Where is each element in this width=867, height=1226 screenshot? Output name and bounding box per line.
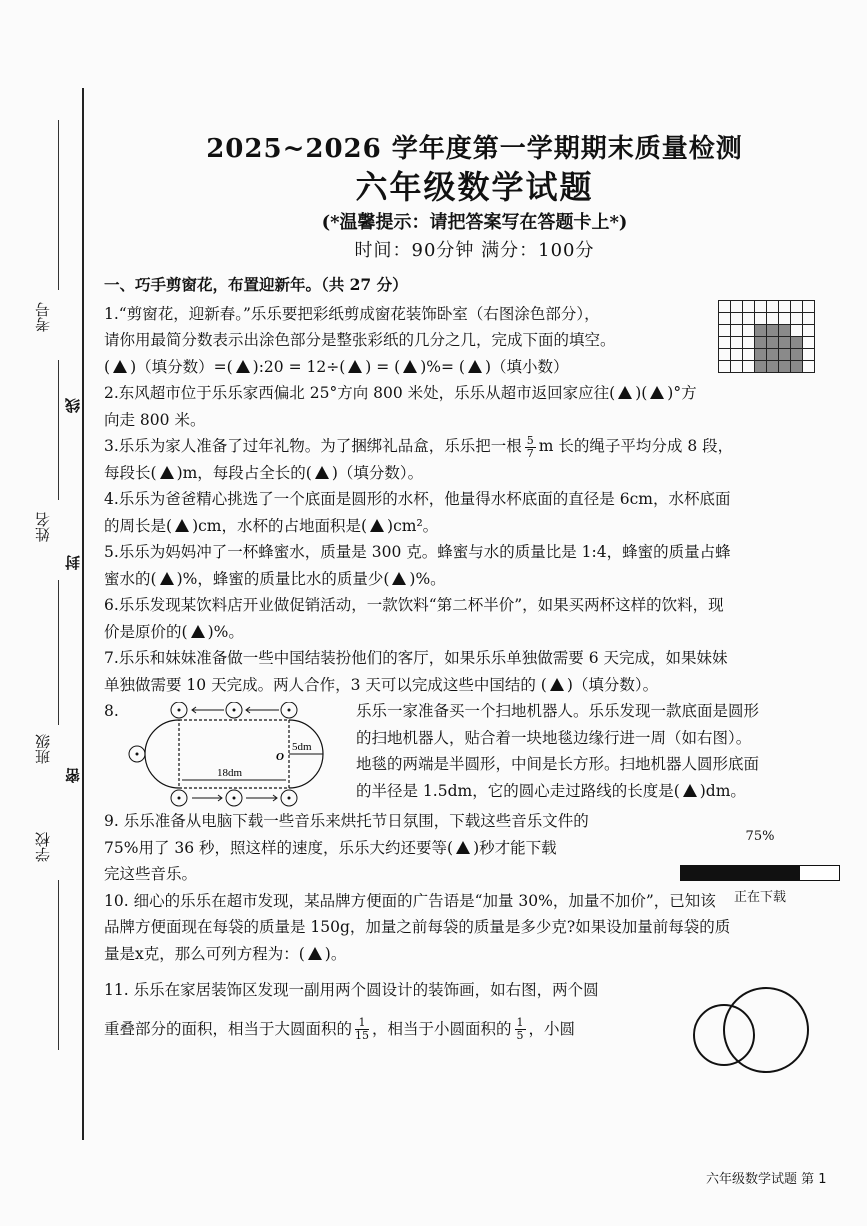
answer-triangle-icon — [403, 360, 417, 373]
fraction: $\frac{1}{15}$ — [355, 1016, 370, 1042]
exam-subject-title: 六年级数学试题 — [355, 168, 594, 206]
seal-xian: 线 — [64, 398, 82, 413]
answer-triangle-icon — [315, 466, 329, 479]
answer-triangle-icon — [160, 572, 174, 585]
seal-mi: 密 — [64, 768, 82, 783]
exam-title: 2025~2026 学年度第一学期期末质量检测 — [206, 134, 743, 164]
progress-percent: 75% — [745, 829, 775, 844]
radius-label: 5dm — [292, 741, 312, 753]
answer-triangle-icon — [191, 625, 205, 638]
question-2: 2.东风超市位于乐乐家西偏北 25°方向 800 米处，乐乐从超市返回家应往( )( )°方 — [104, 384, 697, 402]
download-progress — [680, 824, 840, 911]
answer-triangle-icon — [618, 386, 632, 399]
question-10: 10. 细心的乐乐在超市发现，某品牌方便面的广告语是“加量 30%，加量不加价”，已知该 — [104, 891, 716, 910]
answer-triangle-icon — [160, 466, 174, 479]
question-4: 4.乐乐为爸爸精心挑选了一个底面是圆形的水杯，他量得水杯底面的直径是 6cm，水杯底面 — [104, 490, 731, 508]
answer-triangle-icon — [683, 784, 697, 797]
answer-triangle-icon — [236, 360, 250, 373]
question-9: 9. 乐乐准备从电脑下载一些音乐来烘托节日氛围，下载这些音乐文件的 75%用了 36 秒，照这样的速度，乐乐大约还要等( )秒才能下载 完这些音乐。 75% 正在下载 — [104, 808, 832, 888]
answer-triangle-icon — [550, 678, 564, 691]
question-5: 5.乐乐为妈妈冲了一杯蜂蜜水，质量是 300 克。蜂蜜与水的质量比是 1:4，蜂蜜的质量占蜂 — [104, 543, 731, 561]
fraction: $\frac{1}{5}$ — [516, 1016, 524, 1042]
answer-triangle-icon — [650, 386, 664, 399]
length-label: 18dm — [217, 767, 243, 779]
progress-fill — [681, 866, 800, 880]
question-7: 7.乐乐和妹妹准备做一些中国结装扮他们的客厅，如果乐乐单独做需要 6 天完成，如果妹妹 — [104, 649, 728, 667]
school-blank — [58, 880, 59, 1050]
answer-triangle-icon — [468, 360, 482, 373]
class-blank — [58, 580, 59, 725]
exam-tip: (*温馨提示：请把答案写在答题卡上*) — [321, 212, 628, 233]
class-label: 班级 — [34, 734, 52, 764]
two-circles-figure — [688, 985, 818, 1075]
question-content: 一、巧手剪窗花，布置迎新年。（共 27 分） 1.“剪窗花，迎新春。”乐乐要把彩纸剪成窗花装饰卧室（右图涂色部分）， 请你用最简分数表示出涂色部分是整张彩纸的几分之几，完成下面的填空。 ( )（填分数）=( ):20 = 12÷( ) = ( )%= ( )（填小数） 2.东风超市位于乐乐家西偏北 25°方向 800 米处，乐乐从超市返回家应往( )( )°方 向走 800 米。 3.乐乐为家人准备了过年礼物。为了捆绑礼品盒，乐乐把一根 $\frac{5}{7}$ m 长的绳子平均分成 8 段， 每段长( )m，每段占全长的( )（填分数）。 4.乐乐为爸爸精心挑选了一个底面是圆形的水杯，他量得水杯底面的直径是 6cm，水杯底面 的周长是( )cm，水杯的占地面积是( )cm²。 5.乐乐为妈妈冲了一杯蜂蜜水，质量是 300 克。蜂蜜与水的质量比是 1:4，蜂蜜的质量占蜂 蜜水的( )%，蜂蜜的质量比水的质量少( )%。 6.乐乐发现某饮料店开业做促销活动，一款饮料“第二杯半价”，如果买两杯这样的饮料，现 价是原价的( )%。 7.乐乐和妹妹准备做一些中国结装扮他们的客厅，如果乐乐单独做需要 6 天完成，如果妹妹 单独做需要 10 天完成。两人合作，3 天可以完成这些中国结的 ( )（填分数）。 8. 5dm O 18dm 乐乐一家准备买一个扫地机器人。乐乐发现一款底面是圆形 的扫地机器人，贴合着一块地毯边缘行进一周（如右图）。 地毯的两端是半圆形，中间是长方形。扫地机器人圆形底面 的半径是 1.5dm，它的圆心走过路线的长度是( )dm。 9. 乐乐准备从电脑下载一些音乐来烘托节日氛围，下载这些音乐文件的 75%用了 36 秒，照这样的速度，乐乐大约还要等( )秒才能下载 完这些音乐。 75% 正在下载 10. 细心的乐乐在超市发现，某品牌方便面的广告语是“加量 30%，加量不加价”，已知该 品牌方便面现在每袋的质量是 150g，加量之前每袋的质量是多少克?如果设加量前每袋的质 量是x克，那么可列方程为：( )。 11. 乐乐在家居装饰区发现一副用两个圆设计的装饰画，如右图，两个圆 重叠部分的面积，相当于大圆面积的 $\frac{1}{15}$ ，相当于小圆面积的 $\frac{1}{5}$ ，小圆 — [104, 272, 832, 1042]
exam-number-blank — [58, 120, 59, 290]
question-8: 8. 5dm O 18dm 乐乐一家准备买一个扫地机器人。乐乐发现一款底面是圆形 的扫地机器人，贴合着一块地毯边缘行进一周（如右图）。 地毯的两端是半圆形，中间是长方形。扫地机器人圆形底面 的半径是 1.5dm，它的圆心走过路线的长度是( )dm。 — [104, 698, 832, 808]
name-label: 姓名 — [34, 512, 52, 542]
seal-feng: 封 — [64, 555, 82, 570]
exam-time-score: 时间：90分钟 满分：100分 — [354, 240, 595, 261]
answer-triangle-icon — [175, 519, 189, 532]
progress-bar — [680, 865, 840, 881]
school-label: 学校 — [34, 832, 52, 862]
question-1: 1.“剪窗花，迎新春。”乐乐要把彩纸剪成窗花装饰卧室（右图涂色部分）， — [104, 304, 600, 323]
question-11: 11. 乐乐在家居装饰区发现一副用两个圆设计的装饰画，如右图，两个圆 重叠部分的面积，相当于大圆面积的 $\frac{1}{15}$ ，相当于小圆面积的 $\frac{1}{5}$ ，小圆 — [104, 977, 832, 1042]
answer-triangle-icon — [456, 841, 470, 854]
page-footer: 六年级数学试题 第 1 — [706, 1172, 827, 1187]
fraction: $\frac{5}{7}$ — [526, 433, 534, 460]
question-6: 6.乐乐发现某饮料店开业做促销活动，一款饮料“第二杯半价”，如果买两杯这样的饮料，现 — [104, 596, 724, 614]
center-label: O — [276, 751, 284, 763]
name-blank — [58, 360, 59, 500]
exam-number-label: 考号 — [34, 302, 52, 332]
section-1-heading: 一、巧手剪窗花，布置迎新年。（共 27 分） — [104, 275, 408, 294]
answer-triangle-icon — [113, 360, 127, 373]
answer-triangle-icon — [370, 519, 384, 532]
answer-triangle-icon — [308, 947, 322, 960]
robot-carpet-figure — [124, 702, 324, 808]
answer-triangle-icon — [348, 360, 362, 373]
question-3: 3.乐乐为家人准备了过年礼物。为了捆绑礼品盒，乐乐把一根 $\frac{5}{7}$ m 长的绳子平均分成 8 段， — [104, 433, 734, 460]
download-status: 正在下载 — [733, 889, 786, 905]
answer-triangle-icon — [392, 572, 406, 585]
